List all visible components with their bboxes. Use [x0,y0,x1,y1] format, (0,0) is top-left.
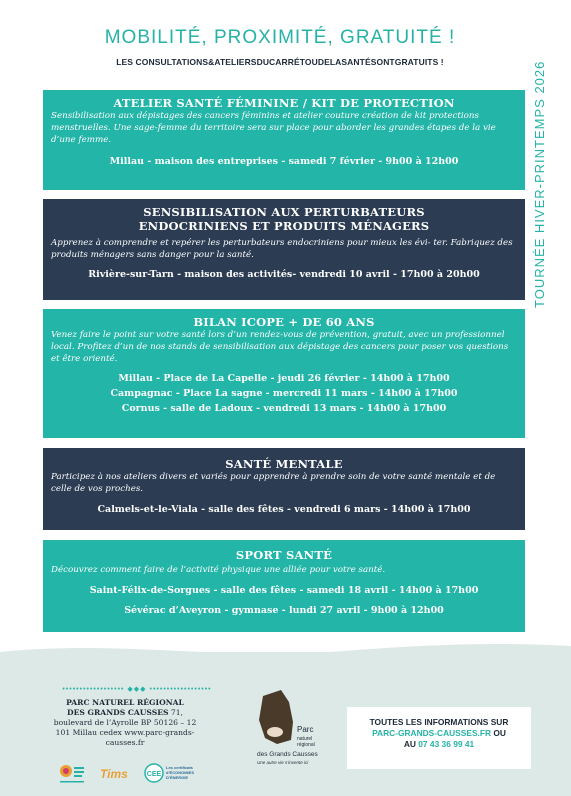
page-subtitle: LES CONSULTATIONS&ATELIERSDUCARRÉTOUDELASANTÉSONTGRATUITS ! [116,57,444,67]
card-sante-mentale [43,448,525,530]
card-title: ATELIER SANTÉ FÉMININE / KIT DE PROTECTION [113,96,455,110]
info-or: OU [491,728,506,738]
cee-logo-text: CEE [146,771,162,778]
website-link[interactable]: PARC-GRANDS-CAUSSES.FR [372,728,492,738]
info-box [347,707,531,769]
card-perturbateurs-endocriniens [43,199,525,300]
footer-wave-decoration [0,630,571,670]
card-location: Calmels-et-le-Viala - salle des fêtes - vendredi 6 mars - 14h00 à 17h00 [97,504,471,515]
parc-grands-causses-logo [255,688,330,778]
card-location: Rivière-sur-Tarn - maison des activités- vendredi 10 avril - 17h00 à 20h00 [88,269,480,280]
parc-logo-regional: régional [297,742,315,748]
footer-address [50,698,200,748]
tims-logo: Tims [100,767,128,781]
card-title-line2: ENDOCRINIENS ET PRODUITS MÉNAGERS [138,219,430,233]
cee-logo [145,764,208,785]
info-line1: TOUTES LES INFORMATIONS SUR [369,717,509,727]
tour-side-label: TOURNÉE HIVER-PRINTEMPS 2026 [532,60,547,308]
card-location: Saint-Félix-de-Sorgues - salle des fêtes - samedi 18 avril - 14h00 à 17h00 [89,585,479,596]
card-description: Sensibilisation aux dépistages des cancers féminins et atelier couture création de kit protections menstruelles. Une sage-femme du territoire sera sur place pour aborder les grandes étapes de la vie d’une femme. [51,111,496,145]
parc-logo-grands: des Grands Causses [257,751,318,758]
card-location: Millau - Place de La Capelle - jeudi 26 février - 14h00 à 17h00 [118,373,450,384]
parc-logo-tagline: Une autre vie s’invente ici [257,760,309,765]
card-title: SPORT SANTÉ [235,548,333,562]
card-description: Venez faire le point sur votre santé lors d’un rendez-vous de prévention, gratuit, avec un professionnel local. Profitez d’un de nos stands de sensibilisation aux dépistage des cancers pour poser vos questions et être orienté. [51,330,509,364]
info-au: AU [403,739,419,749]
cee-label: Les certificats d’ÉCONOMIES D’ÉNERGIE [166,765,195,780]
card-title-line1: SENSIBILISATION AUX PERTURBATEURS [143,205,425,219]
footer-dot-divider: •••••••••••••••••• ◆◆◆ •••••••••••••••••• [62,686,212,693]
card-location: Millau - maison des entreprises - samedi 7 février - 9h00 à 12h00 [109,156,459,167]
card-description: Découvrez comment faire de l’activité physique une alliée pour votre santé. [51,565,386,575]
card-atelier-sante-feminine [43,90,525,190]
card-title: SANTÉ MENTALE [225,457,343,471]
page-title: MOBILITÉ, PROXIMITÉ, GRATUITÉ ! [104,27,456,48]
card-description: Apprenez à comprendre et repérer les perturbateurs endocriniens pour mieux les évi- ter. Fabriquez des produits ménagers sans danger pour la santé. [51,238,513,260]
phone-number[interactable]: 07 43 36 99 41 [418,739,475,749]
card-sport-sante [43,540,525,632]
org-name-line2: DES GRANDS CAUSSES [67,708,169,717]
card-description: Participez à nos ateliers divers et variés pour apprendre à prendre soin de votre santé mentale et de celle de vos proches. [51,472,496,494]
ars-logo [60,765,84,783]
partner-logos [58,762,208,788]
card-location: Sévérac d’Aveyron - gymnase - lundi 27 avril - 9h00 à 12h00 [124,605,444,616]
card-location: Cornus - salle de Ladoux - vendredi 13 mars - 14h00 à 17h00 [121,403,447,414]
org-address: 71, boulevard de l’Ayrolle BP 50126 – 12 101 Millau cedex www.parc-grands-causses.fr [53,708,197,747]
card-title: BILAN ICOPE + DE 60 ANS [193,315,375,329]
parc-logo-naturel: naturel [297,736,313,742]
parc-logo-text: Parc [297,725,314,734]
card-location: Campagnac - Place La sagne - mercredi 11 mars - 14h00 à 17h00 [110,388,458,399]
org-name-line1: PARC NATUREL RÉGIONAL [66,698,184,707]
card-bilan-icope [43,309,525,438]
